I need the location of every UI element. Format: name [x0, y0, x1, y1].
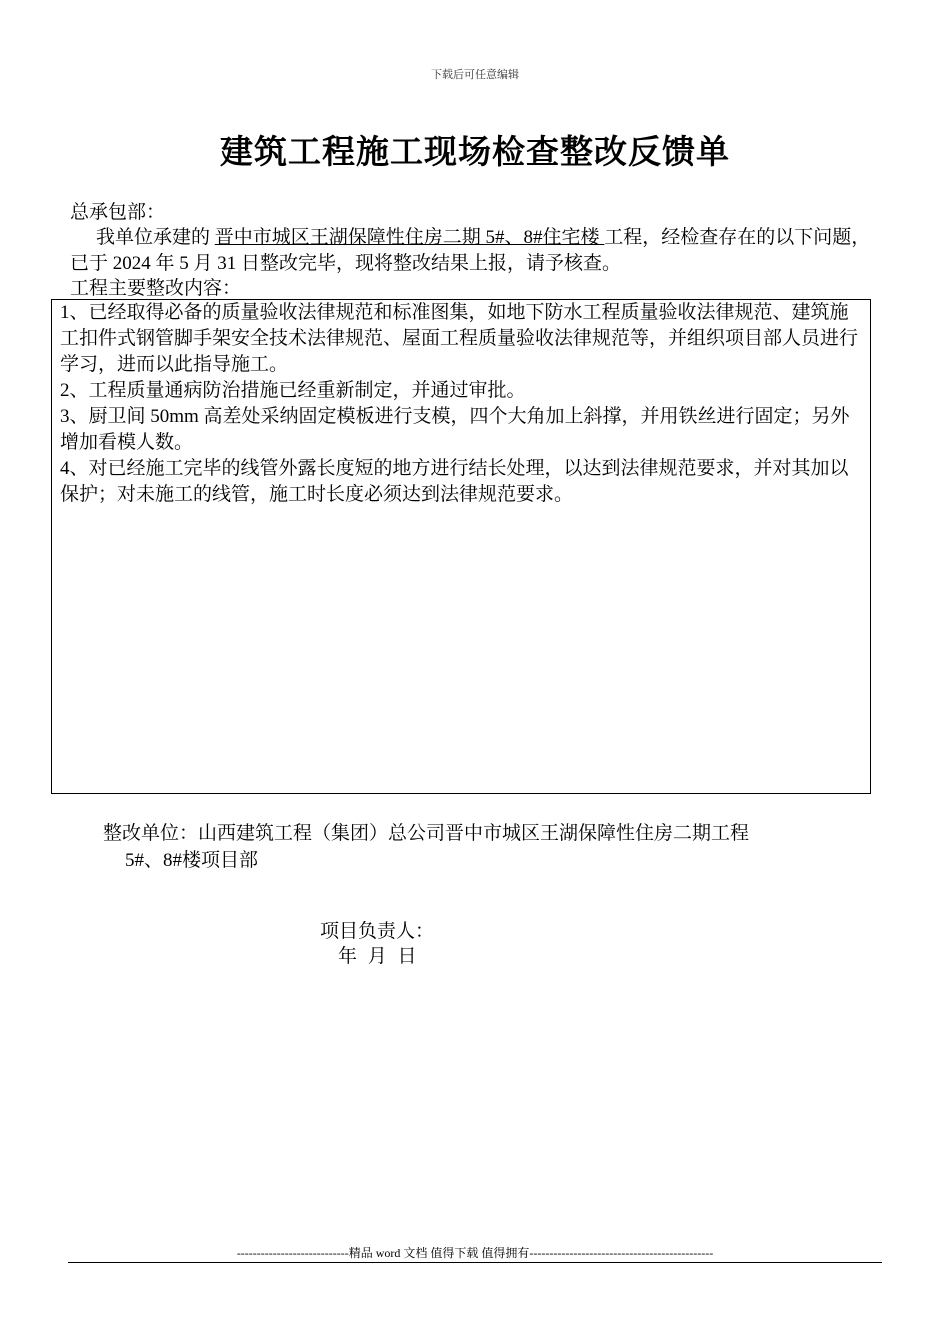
items-label: 工程主要整改内容：	[70, 278, 242, 299]
intro-suffix: 工程，经检查存在的以下问题，已于 2024 年 5 月 31 日整改完毕，现将整改结果上报，请予核查。	[70, 227, 871, 274]
rectification-item-4: 4、对已经施工完毕的线管外露长度短的地方进行结长处理，以达到法律规范要求，并对其加以保护；对未施工的线管，施工时长度必须达到法律规范要求。	[60, 458, 849, 505]
intro-prefix: 我单位承建的	[96, 227, 215, 248]
footer-rule	[68, 1262, 882, 1263]
project-manager-label: 项目负责人：	[320, 921, 435, 942]
rectification-item-2: 2、工程质量通病防治措施已经重新制定，并通过审批。	[60, 380, 526, 401]
addressee: 总承包部：	[70, 202, 166, 223]
rectification-item-1: 1、已经取得必备的质量验收法律规范和标准图集，如地下防水工程质量验收法律规范、建筑施工扣件式钢管脚手架安全技术法律规范、屋面工程质量验收法律规范等，并组织项目部人员进行学习，进而以此指导施工。	[60, 302, 859, 375]
footer-text: ----------------------------精品 word 文档 值得下载 值得拥有----------------------------------------------	[236, 1246, 714, 1260]
page-title: 建筑工程施工现场检查整改反馈单	[220, 135, 730, 171]
date-label: 年 月 日	[338, 946, 417, 967]
intro-paragraph	[70, 225, 875, 277]
rectify-unit-line1: 整改单位：山西建筑工程（集团）总公司晋中市城区王湖保障性住房二期工程	[103, 823, 750, 844]
rectify-unit	[103, 820, 893, 874]
project-name: 晋中市城区王湖保障性住房二期 5#、8#住宅楼	[214, 227, 605, 248]
header-note: 下载后可任意编辑	[431, 69, 519, 81]
rectification-content-box	[51, 299, 871, 794]
rectification-item-3: 3、厨卫间 50mm 高差处采纳固定模板进行支模，四个大角加上斜撑，并用铁丝进行固定；另外增加看模人数。	[60, 406, 850, 453]
rectify-unit-line2: 5#、8#楼项目部	[125, 850, 259, 871]
